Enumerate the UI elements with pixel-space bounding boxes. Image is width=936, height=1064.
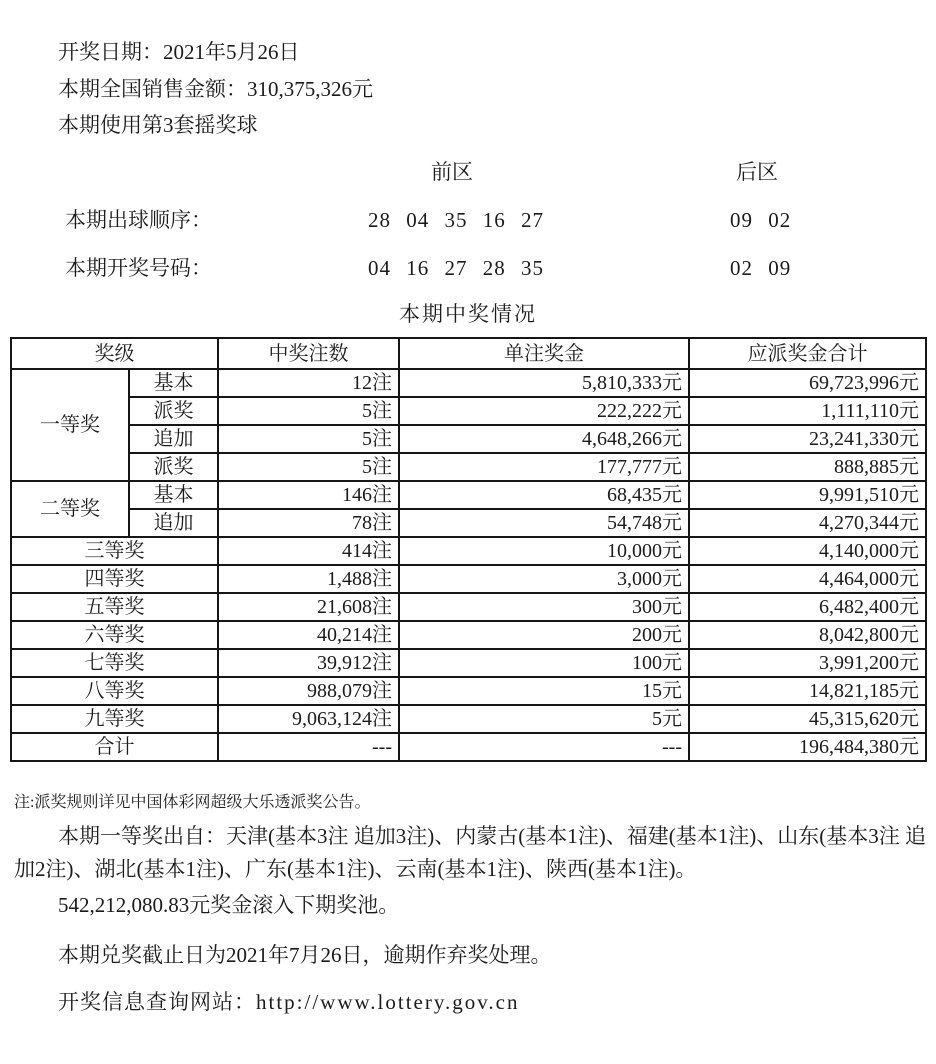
prize-cell: --- [399, 733, 689, 761]
total-cell: 3,991,200元 [689, 649, 926, 677]
count-cell: 146注 [218, 481, 399, 509]
prize-cell: 15元 [399, 677, 689, 705]
total-cell: 69,723,996元 [689, 369, 926, 397]
table-row [11, 509, 926, 537]
winning-numbers-label: 本期开奖号码： [65, 256, 212, 280]
tier-label: 六等奖 [11, 621, 218, 649]
table-row [11, 649, 926, 677]
total-cell: 6,482,400元 [689, 593, 926, 621]
total-cell: 4,270,344元 [689, 509, 926, 537]
table-row [11, 481, 926, 509]
total-cell: 9,991,510元 [689, 481, 926, 509]
count-cell: --- [218, 733, 399, 761]
claim-deadline-line: 本期兑奖截止日为2021年7月26日，逾期作弃奖处理。 [58, 943, 552, 967]
tier-label: 九等奖 [11, 705, 218, 733]
prize-cell: 54,748元 [399, 509, 689, 537]
winning-front-numbers: 04 16 27 28 35 [368, 256, 544, 280]
winning-back-numbers: 02 09 [730, 256, 792, 280]
count-cell: 5注 [218, 425, 399, 453]
table-row [11, 425, 926, 453]
prize-cell: 177,777元 [399, 453, 689, 481]
tier1-sub-label: 基本 [129, 369, 218, 397]
count-cell: 5注 [218, 397, 399, 425]
table-row [11, 705, 926, 733]
total-cell: 45,315,620元 [689, 705, 926, 733]
first-prize-winners-paragraph: 本期一等奖出自：天津(基本3注 追加3注)、内蒙古(基本1注)、福建(基本1注)、山东(基本3注 追加2注)、湖北(基本1注)、广东(基本1注)、云南(基本1注)、陕西(基本1注)。 [14, 824, 926, 881]
count-cell: 12注 [218, 369, 399, 397]
ball-order-label: 本期出球顺序： [65, 208, 212, 232]
col-header-tier: 奖级 [11, 338, 218, 369]
prize-cell: 4,648,266元 [399, 425, 689, 453]
count-cell: 988,079注 [218, 677, 399, 705]
table-total-row [11, 733, 926, 761]
back-zone-label: 后区 [736, 160, 778, 184]
table-header-row [11, 338, 926, 369]
prize-cell: 68,435元 [399, 481, 689, 509]
tier1-sub-label: 派奖 [129, 453, 218, 481]
count-cell: 78注 [218, 509, 399, 537]
total-cell: 14,821,185元 [689, 677, 926, 705]
prize-cell: 10,000元 [399, 537, 689, 565]
ball-order-front-numbers: 28 04 35 16 27 [368, 208, 544, 232]
tier2-sub-label: 追加 [129, 509, 218, 537]
count-cell: 21,608注 [218, 593, 399, 621]
tier-label: 八等奖 [11, 677, 218, 705]
total-cell: 23,241,330元 [689, 425, 926, 453]
total-cell: 196,484,380元 [689, 733, 926, 761]
count-cell: 5注 [218, 453, 399, 481]
table-row [11, 677, 926, 705]
prize-cell: 100元 [399, 649, 689, 677]
prize-table [10, 337, 927, 762]
col-header-count: 中奖注数 [218, 338, 399, 369]
front-zone-label: 前区 [431, 160, 473, 184]
sales-amount-line: 本期全国销售金额：310,375,326元 [58, 77, 373, 101]
payout-rule-note: 注:派奖规则详见中国体彩网超级大乐透派奖公告。 [14, 794, 371, 811]
table-row [11, 453, 926, 481]
total-cell: 8,042,800元 [689, 621, 926, 649]
total-cell: 888,885元 [689, 453, 926, 481]
total-cell: 1,111,110元 [689, 397, 926, 425]
website-label: 开奖信息查询网站： [58, 990, 256, 1014]
count-cell: 40,214注 [218, 621, 399, 649]
table-row [11, 593, 926, 621]
prize-cell: 5元 [399, 705, 689, 733]
count-cell: 414注 [218, 537, 399, 565]
website-line [58, 990, 519, 1014]
col-header-total: 应派奖金合计 [689, 338, 926, 369]
tier1-sub-label: 派奖 [129, 397, 218, 425]
ball-set-line: 本期使用第3套摇奖球 [58, 113, 258, 137]
count-cell: 39,912注 [218, 649, 399, 677]
website-url: http://www.lottery.gov.cn [256, 990, 520, 1014]
table-row [11, 397, 926, 425]
prize-cell: 300元 [399, 593, 689, 621]
tier1-sub-label: 追加 [129, 425, 218, 453]
ball-order-back-numbers: 09 02 [730, 208, 792, 232]
tier-label: 七等奖 [11, 649, 218, 677]
rollover-amount-line: 542,212,080.83元奖金滚入下期奖池。 [58, 893, 400, 917]
tier1-label: 一等奖 [11, 369, 129, 481]
tier-label: 三等奖 [11, 537, 218, 565]
tier-label: 五等奖 [11, 593, 218, 621]
prize-cell: 3,000元 [399, 565, 689, 593]
total-row-label: 合计 [11, 733, 218, 761]
table-row [11, 565, 926, 593]
prize-cell: 200元 [399, 621, 689, 649]
prize-cell: 222,222元 [399, 397, 689, 425]
draw-date-line: 开奖日期：2021年5月26日 [58, 40, 300, 64]
prize-cell: 5,810,333元 [399, 369, 689, 397]
tier2-label: 二等奖 [11, 481, 129, 537]
tier-label: 四等奖 [11, 565, 218, 593]
prize-section-title: 本期中奖情况 [399, 302, 537, 326]
col-header-prize: 单注奖金 [399, 338, 689, 369]
table-row [11, 621, 926, 649]
table-row [11, 369, 926, 397]
tier2-sub-label: 基本 [129, 481, 218, 509]
total-cell: 4,140,000元 [689, 537, 926, 565]
count-cell: 1,488注 [218, 565, 399, 593]
table-row [11, 537, 926, 565]
total-cell: 4,464,000元 [689, 565, 926, 593]
count-cell: 9,063,124注 [218, 705, 399, 733]
